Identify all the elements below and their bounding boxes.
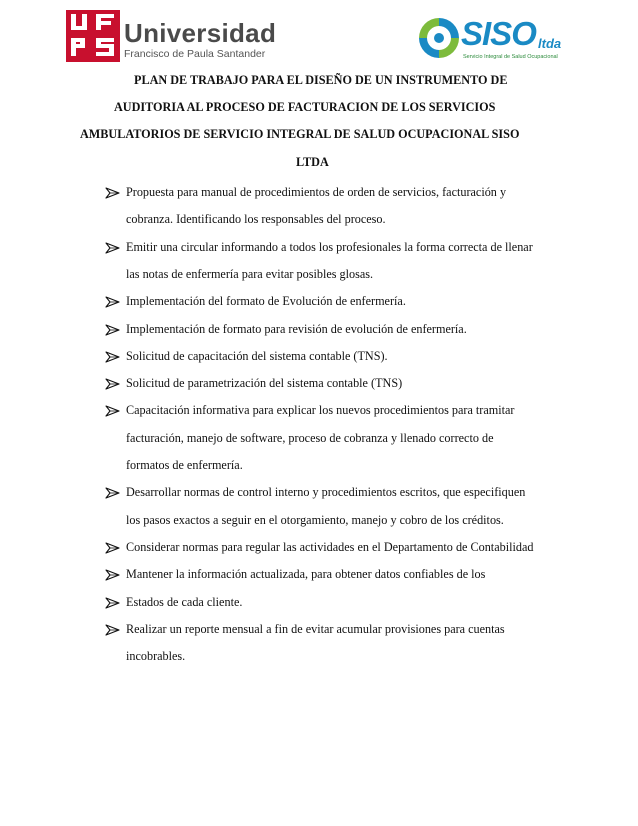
arrowhead-bullet-icon xyxy=(105,296,121,308)
list-item-line: Implementación de formato para revisión de evolución de enfermería. xyxy=(126,321,467,336)
list-item-line: Solicitud de capacitación del sistema contable (TNS). xyxy=(126,348,388,363)
arrowhead-bullet-icon xyxy=(105,405,121,417)
ufps-name: Universidad xyxy=(124,18,277,48)
arrowhead-bullet-icon xyxy=(105,542,121,554)
list-item-line: Implementación del formato de Evolución de enfermería. xyxy=(126,294,406,309)
arrowhead-bullet-icon xyxy=(105,624,121,636)
list-item-line: Emitir una circular informando a todos los profesionales la forma correcta de llenar xyxy=(126,239,533,254)
list-item-line: incobrables. xyxy=(126,649,186,664)
title-line-3: AMBULATORIOS DE SERVICIO INTEGRAL DE SALUD OCUPACIONAL SISO xyxy=(80,127,520,141)
ufps-logo xyxy=(66,10,277,62)
list-item-line: Solicitud de parametrización del sistema contable (TNS) xyxy=(126,376,403,391)
ufps-subtitle: Francisco de Paula Santander xyxy=(124,48,266,60)
list-item-line: Realizar un reporte mensual a fin de evitar acumular provisiones para cuentas xyxy=(126,621,505,636)
list-item-line: Capacitación informativa para explicar los nuevos procedimientos para tramitar xyxy=(126,403,515,418)
title-line-4: LTDA xyxy=(296,155,329,169)
arrowhead-bullet-icon xyxy=(105,324,121,336)
title-line-2: AUDITORIA AL PROCESO DE FACTURACION DE LOS SERVICIOS xyxy=(114,100,496,114)
arrowhead-bullet-icon xyxy=(105,351,121,363)
arrowhead-bullet-icon xyxy=(105,569,121,581)
list-item-line: Mantener la información actualizada, para obtener datos confiables de los xyxy=(126,567,486,582)
list-item-line: las notas de enfermería para evitar posibles glosas. xyxy=(126,266,374,281)
title-line-1: PLAN DE TRABAJO PARA EL DISEÑO DE UN INSTRUMENTO DE xyxy=(134,73,508,87)
siso-suffix: ltda xyxy=(538,36,562,51)
siso-swirl-icon xyxy=(415,14,463,62)
siso-logo xyxy=(415,14,575,69)
list-item-line: Considerar normas para regular las actividades en el Departamento de Contabilidad xyxy=(126,539,534,554)
arrowhead-bullet-icon xyxy=(105,242,121,254)
siso-name: SISO xyxy=(461,15,536,52)
list-item-line: Desarrollar normas de control interno y procedimientos escritos, que especifiquen xyxy=(126,485,526,500)
ufps-logo-text xyxy=(124,20,276,60)
list-item-line: Estados de cada cliente. xyxy=(126,594,243,609)
arrowhead-bullet-icon xyxy=(105,597,121,609)
list-item-line: formatos de enfermería. xyxy=(126,458,243,472)
list-item-line: facturación, manejo de software, proceso de cobranza y llenado correcto de xyxy=(126,430,494,445)
arrowhead-bullet-icon xyxy=(105,187,121,199)
list-item-line: cobranza. Identificando los responsables del proceso. xyxy=(126,212,386,227)
list-item-line: los pasos exactos a seguir en el otorgamiento, manejo y cobro de los créditos. xyxy=(126,512,504,527)
arrowhead-bullet-icon xyxy=(105,487,121,499)
list-item-line: Propuesta para manual de procedimientos de orden de servicios, facturación y xyxy=(126,185,507,199)
arrowhead-bullet-icon xyxy=(105,378,121,390)
ufps-logo-icon xyxy=(66,10,120,62)
siso-tagline: Servicio Integral de Salud Ocupacional xyxy=(463,54,558,60)
